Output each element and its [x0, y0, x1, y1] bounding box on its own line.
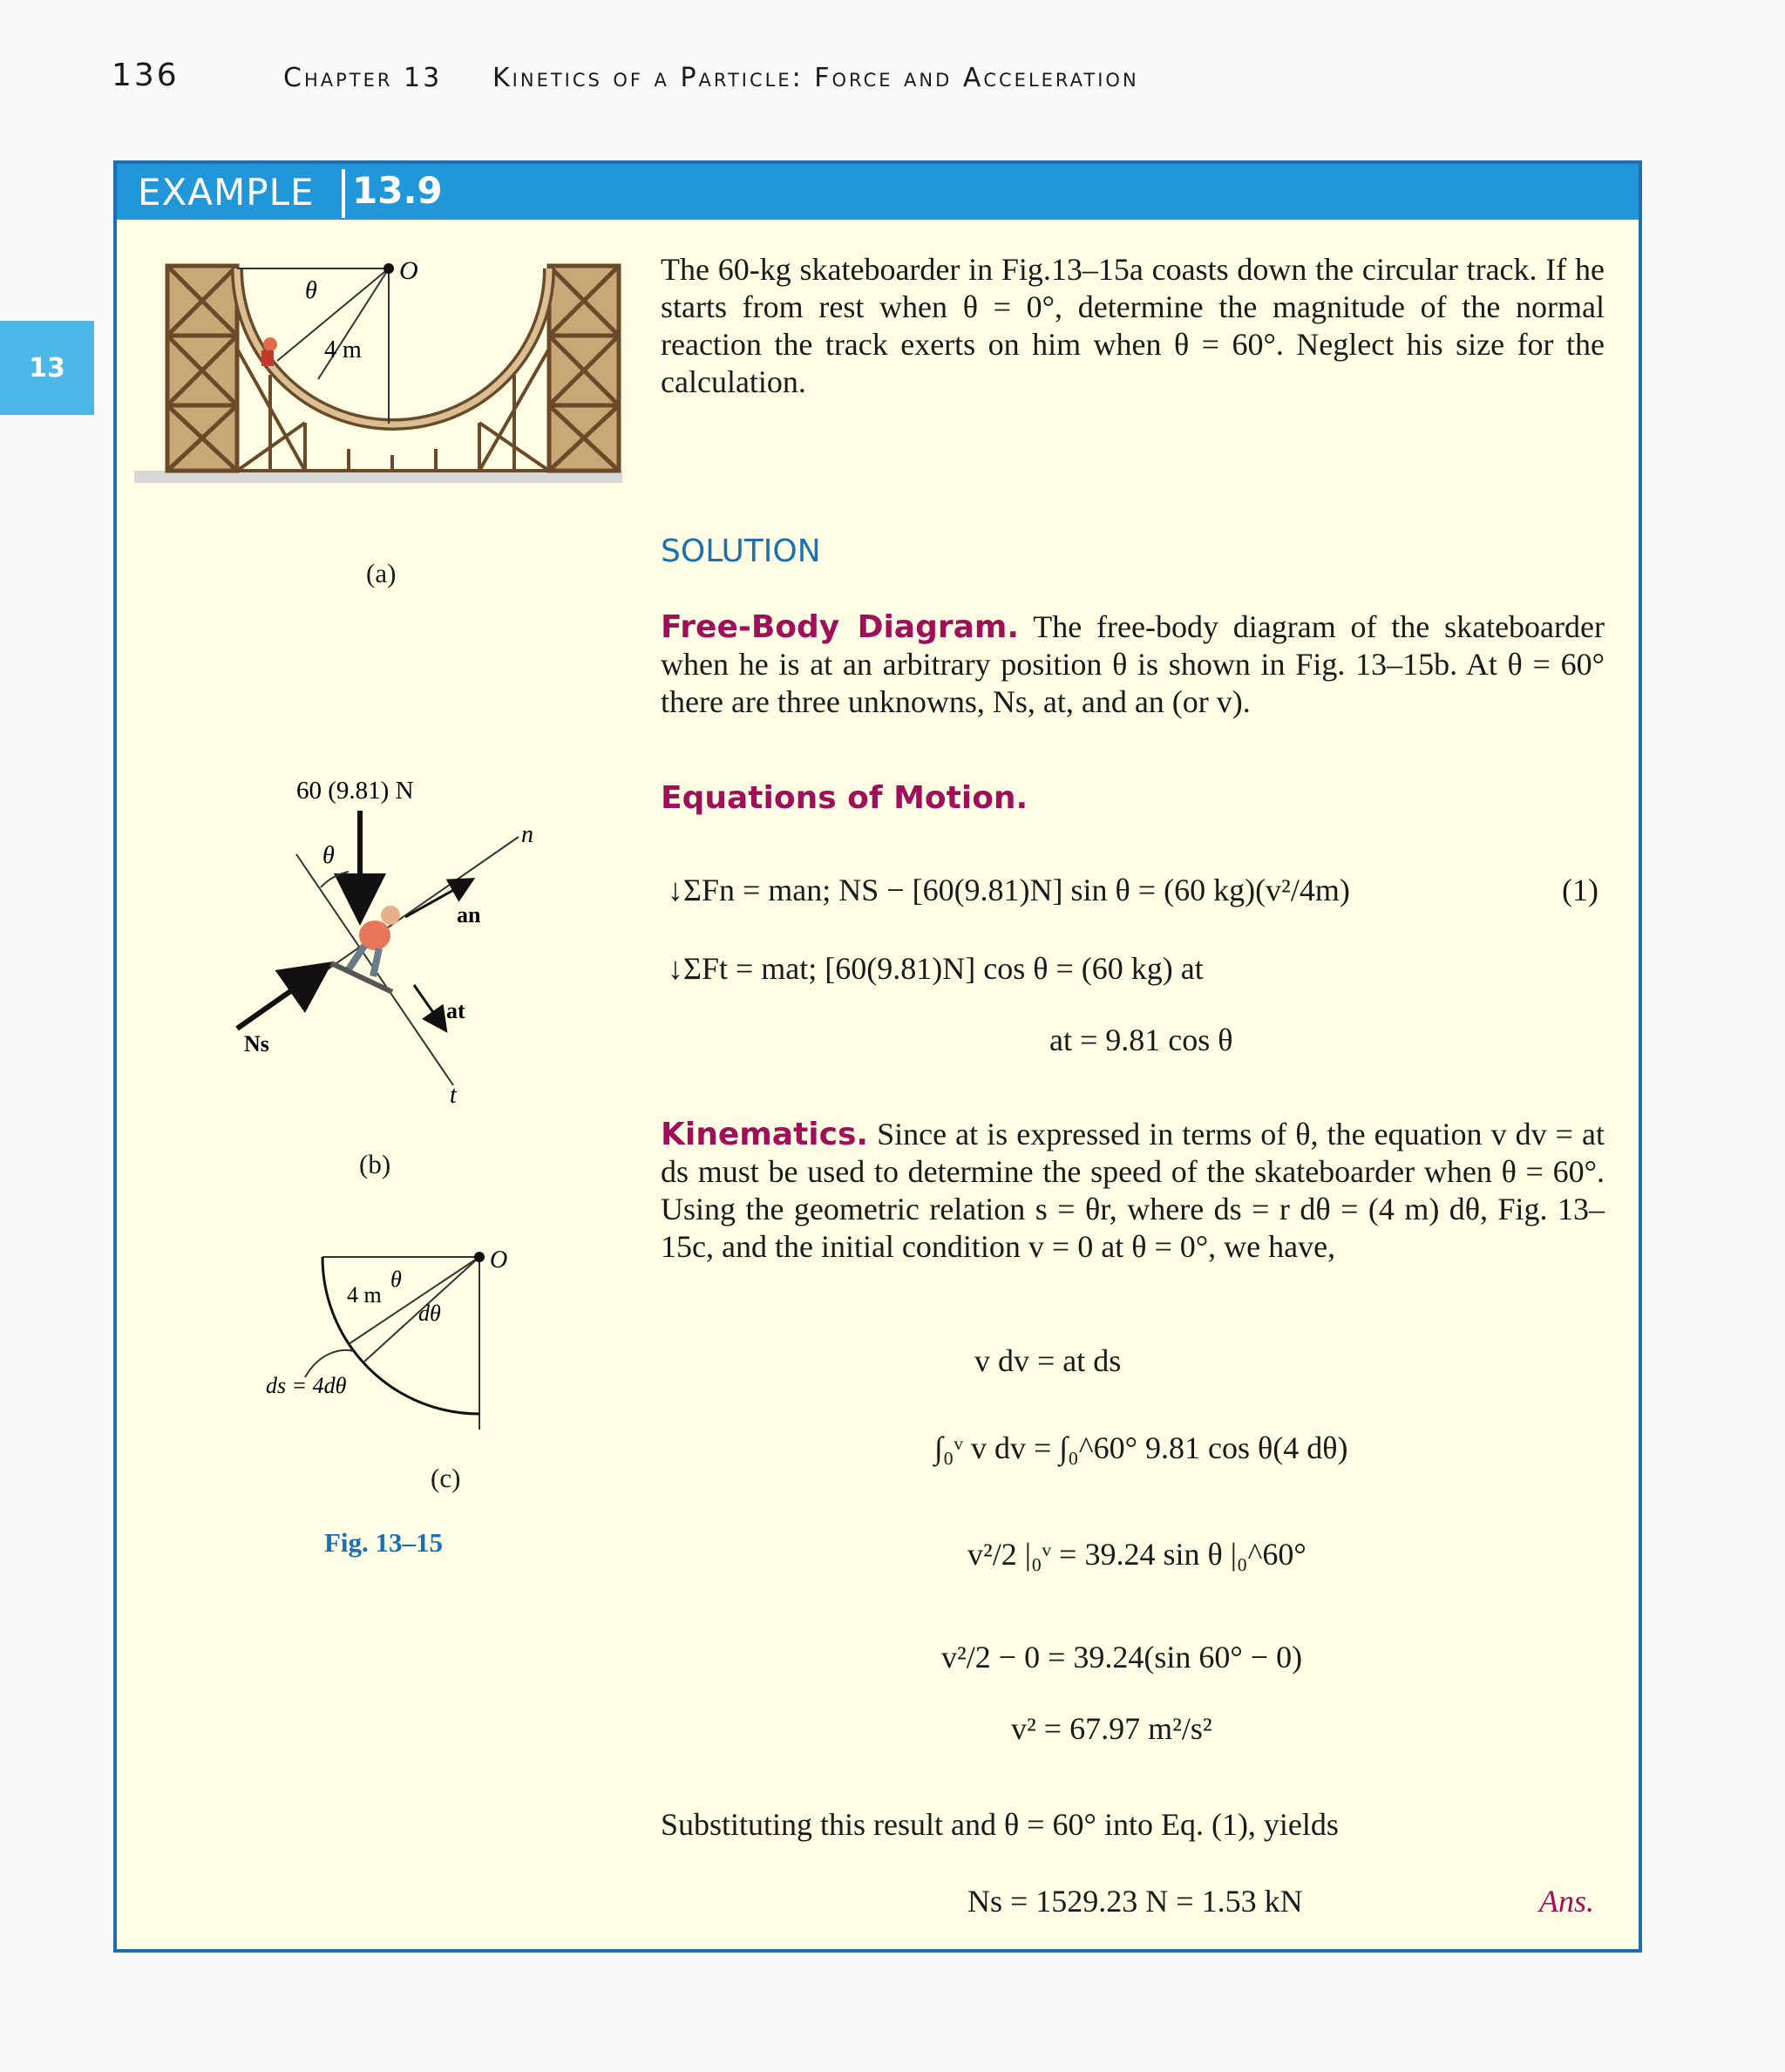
- final-result: Ns = 1529.23 N = 1.53 kN: [967, 1884, 1303, 1919]
- chapter-title: Kinetics of a Particle: Force and Acceleration: [492, 63, 1139, 93]
- label-t: t: [450, 1082, 457, 1107]
- normal-force-arrow: [237, 968, 324, 1029]
- caption-a: (a): [366, 558, 397, 588]
- at-arrow: [414, 985, 445, 1029]
- label-b-theta: θ: [322, 842, 335, 869]
- label-a-radius: 4 m: [324, 336, 362, 363]
- label-a-theta: θ: [305, 277, 317, 304]
- fbd-heading: Free-Body Diagram.: [661, 609, 1020, 645]
- label-c-theta: θ: [390, 1267, 402, 1292]
- equation-3: at = 9.81 cos θ: [1049, 1022, 1233, 1057]
- problem-statement: The 60-kg skateboarder in Fig.13–15a coasts down the circular track. If he starts from rest when θ = 0°, determine the magnitude of the normal reaction the track exerts on him when θ = 60°. Neglect his size for the calculation.: [661, 252, 1605, 399]
- kinematics-paragraph: [661, 1116, 1605, 1266]
- kinematics-eq-5: v² = 67.97 m²/s²: [1011, 1711, 1212, 1746]
- label-Ns: Ns: [244, 1031, 269, 1056]
- center-point: [383, 263, 394, 274]
- ramp-supports: [237, 349, 549, 471]
- label-an: an: [457, 902, 481, 927]
- fbd-paragraph: [661, 608, 1605, 721]
- kinematics-heading: Kinematics.: [661, 1117, 869, 1152]
- caption-c: (c): [431, 1463, 461, 1493]
- header-divider: [342, 169, 345, 218]
- equation-1: ↓ΣFn = man; NS − [60(9.81)N] sin θ = (60 kg)(v²/4m): [668, 873, 1350, 907]
- substitute-text: Substituting this result and θ = 60° into Eq. (1), yields: [661, 1807, 1339, 1842]
- chapter-tab: 13: [0, 321, 94, 415]
- example-label: EXAMPLE: [138, 171, 315, 214]
- kinematics-eq-2: ∫₀ᵛ v dv = ∫₀^60° 9.81 cos θ(4 dθ): [934, 1430, 1348, 1465]
- equation-2: ↓ΣFt = mat; [60(9.81)N] cos θ = (60 kg) at: [668, 951, 1204, 986]
- figure-c-arc: [253, 1238, 532, 1438]
- label-a-O: O: [399, 256, 418, 285]
- left-tower: [167, 266, 237, 471]
- figure-a-halfpipe: [131, 253, 628, 497]
- label-ds: ds = 4dθ: [266, 1373, 347, 1398]
- example-number: 13.9: [352, 169, 443, 212]
- skateboarder-icon: [331, 906, 400, 992]
- kinematics-eq-3: v²/2 |₀ᵛ = 39.24 sin θ |₀^60°: [967, 1537, 1307, 1572]
- eom-heading: Equations of Motion.: [661, 780, 1028, 816]
- track-arc: [237, 268, 549, 425]
- figure-caption: Fig. 13–15: [324, 1527, 444, 1558]
- page-number: 136: [112, 58, 180, 93]
- label-at: at: [446, 998, 465, 1023]
- n-axis: [305, 837, 519, 985]
- label-c-O: O: [490, 1247, 508, 1274]
- center-point: [474, 1252, 485, 1262]
- fbd-text: The free-body diagram of the skateboarder when he is at an arbitrary position θ is shown in Fig. 13–15b. At θ = 60° there are three unknowns, Ns, at, and an (or v).: [661, 609, 1605, 719]
- label-c-radius: 4 m: [347, 1282, 382, 1308]
- label-dtheta: dθ: [418, 1301, 441, 1326]
- equation-1-number: (1): [1562, 873, 1598, 907]
- label-n: n: [521, 821, 533, 848]
- figure-b-fbd: [218, 776, 584, 1107]
- answer-label: Ans.: [1539, 1884, 1594, 1919]
- solution-heading: SOLUTION: [661, 533, 821, 569]
- label-weight: 60 (9.81) N: [296, 777, 414, 805]
- kinematics-text: Since at is expressed in terms of θ, the equation v dv = at ds must be used to determine the speed of the skateboarder when θ = 60°. Using the geometric relation s = θr, where ds = r dθ = (4 m) dθ, Fig. 13–15c, and the initial condition v = 0 at θ = 0°, we have,: [661, 1117, 1605, 1264]
- kinematics-eq-1: v dv = at ds: [974, 1343, 1122, 1378]
- chapter-label: Chapter 13: [283, 63, 443, 93]
- caption-b: (b): [359, 1149, 391, 1179]
- right-tower: [549, 266, 619, 471]
- kinematics-eq-4: v²/2 − 0 = 39.24(sin 60° − 0): [941, 1640, 1303, 1675]
- example-header-bar: [117, 164, 1639, 220]
